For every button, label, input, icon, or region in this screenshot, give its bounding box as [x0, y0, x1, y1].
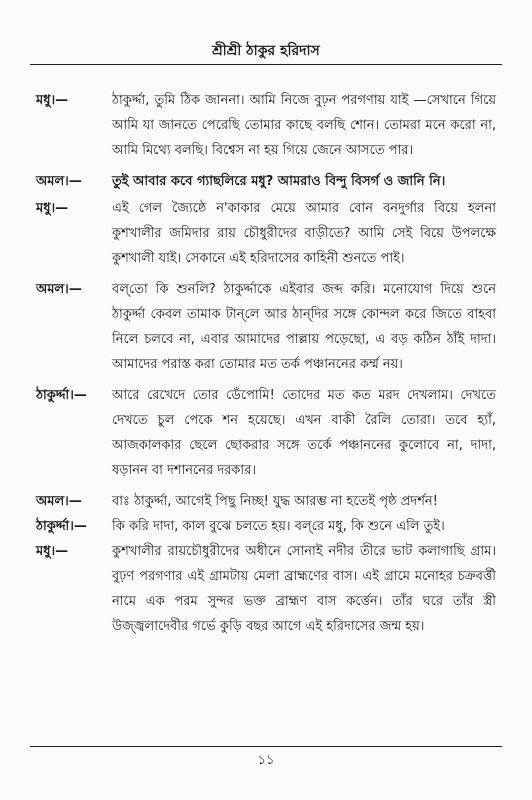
speaker-name: অমল।—: [36, 494, 82, 509]
speaker-name: ঠাকুর্দ্দা।—: [36, 388, 87, 403]
footer-rule: [30, 746, 502, 747]
speaker-name: অমল।—: [36, 174, 82, 189]
dialogue-entry: [0, 169, 532, 194]
running-head-title: শ্রীশ্রী ঠাকুর হরিদাস: [212, 43, 320, 59]
dialogue-entry: [0, 277, 532, 377]
speech-text: কি করি দাদা, কাল বুঝে চলতে হয়। বল্‌রে মধু, কি শুনে এলি তুই।: [112, 519, 445, 534]
page-number: ১১: [257, 753, 275, 768]
speech-text: ঠাকুর্দ্দা, তুমি ঠিক জাননা। আমি নিজে বুঢ়ন পরগণায় যাই —সেখানে গিয়ে আমি যা জানতে পেরেছি তোমার কাছে বলছি শোন। তোমরা মনে করো না, আমি মিথ্যে বলছি। বিশ্বেস না হয় গিয়ে জেনে আসতে পার।: [112, 93, 496, 158]
speech-text: তুই আবার কবে গ্যাছলিরে মধু? আমরাও বিন্দু বিসর্গ ও জানি নি।: [112, 174, 446, 189]
speaker-name: ঠাকুর্দ্দা।—: [36, 519, 87, 534]
speech-text: কুশখালীর রায়চৌধুরীদের অধীনে সোনাই নদীর তীরে ভাট কলাগাছি গ্রাম। বুঢ়ণ পরগণার এই গ্রামটায় মেলা ব্রাহ্মণের বাস। এই গ্রামে মনোহর চক্রবর্ত্তী নামে এক পরম সুন্দর ভক্ত ব্রাহ্মণ বাস কর্ত্তেন। তাঁর ঘরে তাঁর স্ত্রী উজ্জ্বলাদেবীর গর্ভে কুড়ি বছর আগে এই হরিদাসের জন্ম হয়।: [112, 544, 496, 634]
speaker-name: অমল।—: [36, 282, 82, 297]
speech-text: বল্‌তো কি শুনলি? ঠাকুর্দ্দাকে এইবার জব্দ করি। মনোযোগ দিয়ে শুনে ঠাকুর্দ্দা কেবল তামাক টান্‌লে আর ঠান্‌দির সঙ্গে কোন্দল করে জিতে বাহবা নিলে চলবে না, এবার আমাদের পাল্লায় পড়েছো, এ বড় কঠিন ঠাঁই দাদা। আমাদের পরাস্ত করা তোমার মত তর্ক পঞ্চাননের কর্ম্ম নয়।: [112, 282, 496, 372]
speaker-name: মধু।—: [36, 201, 69, 216]
dialogue-entry: [0, 88, 532, 163]
header-rule: [30, 64, 502, 65]
speech-text: বাঃ ঠাকুর্দ্দা, আগেই পিছু নিচ্ছ! যুদ্ধ আরম্ভ না হতেই পৃষ্ঠ প্রদর্শন!: [112, 494, 438, 509]
dialogue-body: [0, 88, 532, 639]
dialogue-entry: [0, 489, 532, 514]
speech-text: আরে রেখেদে তোর ডেঁপোমি! তোদের মত কত মরদ দেখলাম। দেখতে দেখতে চুল পেকে শন হয়েছে। এখন বাকী রৈলি তোরা। তবে হ্যাঁ, আজকালকার ছেলে ছোকরার সঙ্গে তর্কে পঞ্চাননের কুলোবে না, দাদা, ষড়ানন বা দশাননের দরকার।: [112, 388, 496, 478]
speaker-name: মধু।—: [36, 93, 69, 108]
dialogue-entry: [0, 539, 532, 639]
speech-text: এই গেল জ্যৈষ্ঠে ন'কাকার মেয়ে আমার বোন বনদুর্গার বিয়ে হলনা কুশখালীর জমিদার রায় চৌধুরীদের বাড়ীতে? আমি সেই বিয়ে উপলক্ষে কুশখালী যাই। সেকানে এই হরিদাসের কাহিনী শুনতে পাই।: [112, 201, 496, 266]
speaker-name: মধু।—: [36, 544, 69, 559]
dialogue-entry: [0, 383, 532, 483]
dialogue-entry: [0, 514, 532, 539]
dialogue-entry: [0, 196, 532, 271]
